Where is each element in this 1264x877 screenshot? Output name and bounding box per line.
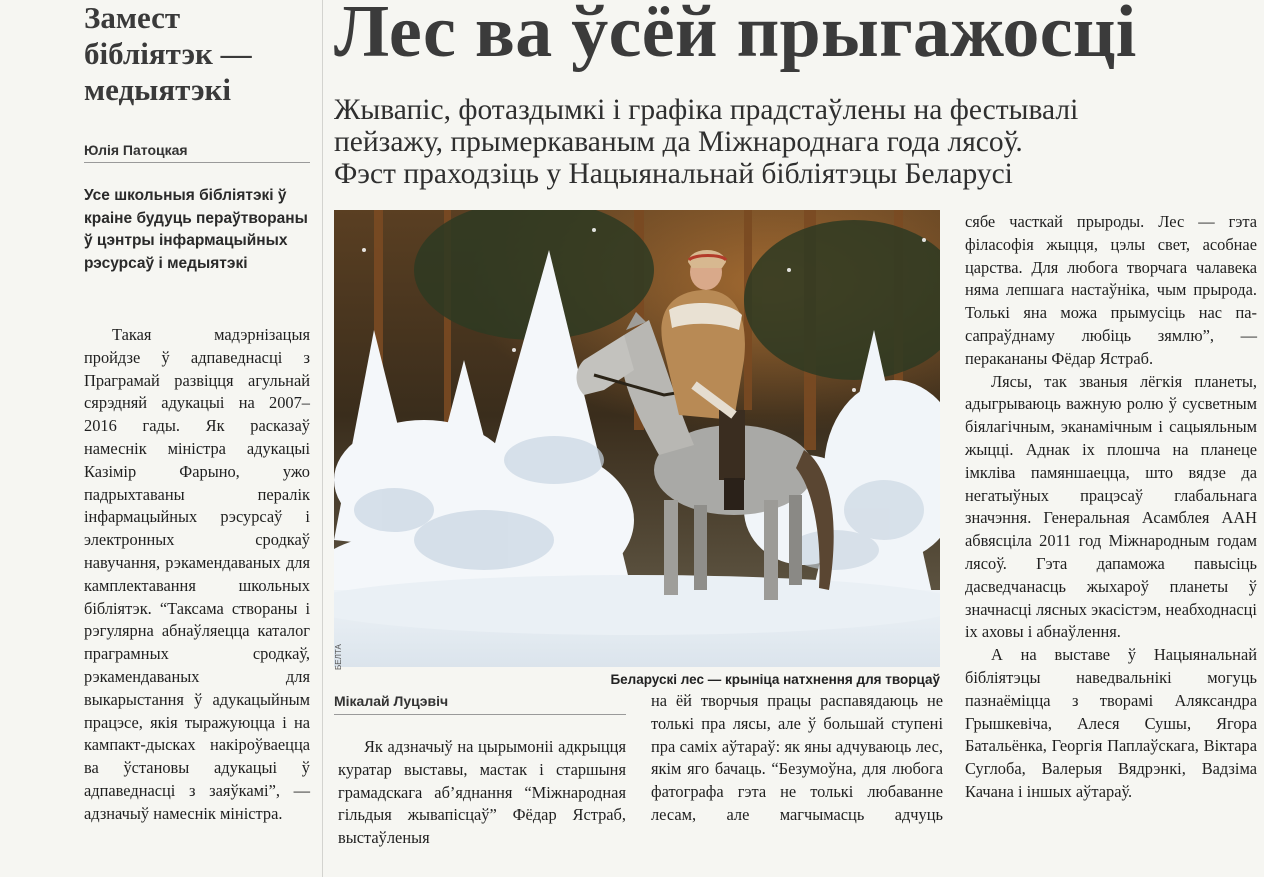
sidebar-headline: Замест бібліятэк — медыятэкі [84, 0, 252, 107]
column-divider [322, 0, 323, 877]
article-paragraph: А на выставе ў Нацыянальнай бібліятэцы наведвальнікі могуць пазнаёміцца з творамі Аляксандра Грышкевіча, Алеся Сушы, Ягора Батальёнка, Георгія Паплаўскага, Віктара Суглоба, Валерыя Вядрэнкі, Вадзіма Качана і іншых аўтараў. [965, 645, 1257, 801]
article-column-1: Як адзначыў на цырымоніі адкрыцця куратар выставы, мастак і старшыня грамадскага аб’яднання “Міжнародная гільдыя жывапісцаў” Фёдар Ястраб, выстаўленыя [338, 737, 626, 848]
article-byline: Мікалай Луцэвіч [334, 692, 626, 715]
photo-credit: БЕЛТА [334, 644, 343, 670]
article-paragraph: сябе часткай прыроды. Лес — гэта філасофія жыцця, цэлы свет, асобнае царства. Для любога творчага чалавека няма лепшага настаўніка, чым прырода. Толькі яна можа прымусіць нас па-сапраўднаму любіць зямлю”, — перакананы Фёдар Ястраб. [965, 212, 1257, 368]
article-title: Лес ва ўсёй прыгажосці [334, 0, 1137, 73]
photo-caption: Беларускі лес — крыніца натхнення для творцаў [610, 672, 940, 687]
article-paragraph: Лясы, так званыя лёгкія планеты, адыгрываюць важную ролю ў сусветным біялагічным, эканамічным і сацыяльным жыцці. Аднак іх плошча на планеце імкліва памяншаецца, што вядзе да негатыўных працэсаў глабальнага значэння. Генеральная Асамблея ААН абвясціла 2011 год Міжнародным годам лясоў. Гэта дапаможа павысіць дасведчанасць жыхароў планеты ў значнасці лясных экасістэм, неабходнасці іх аховы і абнаўлення. [965, 371, 1257, 642]
article-photo [334, 210, 940, 667]
article-subtitle: Жывапіс, фотаздымкі і графіка прадстаўлены на фестывалі пейзажу, прымеркаваным да Міжнароднага года лясоў. Фэст праходзіць у Нацыянальнай бібліятэцы Беларусі [334, 94, 1079, 190]
article-column-2: на ёй творчыя працы распавядаюць не толькі пра лясы, але ў большай ступені пра саміх аўтараў: як яны адчуваюць лес, якім яго бачаць. “Безумоўна, для любога фатографа гэта не толькі любаванне лесам, але магчымасць адчуць [651, 691, 943, 824]
article-column-3 [965, 211, 1257, 804]
sidebar-lead: Усе школьныя бібліятэкі ў краіне будуць пераўтвораны ў цэнтры інфармацыйных рэсурсаў і медыятэкі [84, 187, 308, 273]
sidebar-body-text: Такая мадэрнізацыя пройдзе ў адпаведнасці з Праграмай развіцця агульнай сярэдняй адукацыі на 2007–2016 гады. Як расказаў намеснік міністра адукацыі Казімір Фарыно, ужо падрыхтаваны пералік інфармацыйных рэсурсаў і электронных сродкаў навучання, рэкамендаваных для камплектавання школьных бібліятэк. “Таксама створаны і рэгулярна абнаўляецца каталог праграмных сродкаў, рэкамендаваных для выкарыстання ў адукацыйным працэсе, якія тыражуюцца і на кампакт-дысках накіроўваецца ва ўстановы адукацыі ў адпаведнасці з заяўкамі”, — адзначыў намеснік міністра. [84, 325, 310, 823]
sidebar-byline: Юлія Патоцкая [84, 141, 310, 163]
